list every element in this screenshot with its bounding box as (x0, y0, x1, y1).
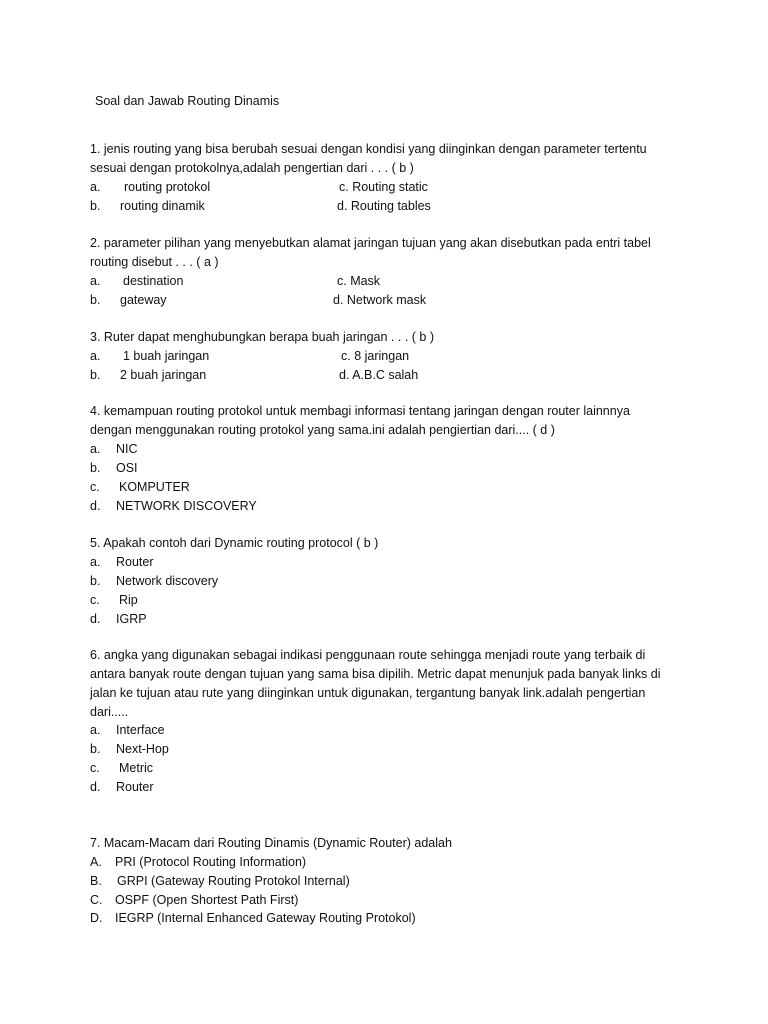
option-marker: d. (90, 499, 101, 513)
option-marker: a. (90, 555, 101, 569)
question-6-line-4: dari..... (90, 705, 129, 719)
option-text: KOMPUTER (119, 480, 190, 494)
option-text: GRPI (Gateway Routing Protokol Internal) (117, 874, 350, 888)
option-marker: B. (90, 874, 102, 888)
option-text: Interface (116, 723, 165, 737)
option-text: OSI (116, 461, 138, 475)
option-text: 2 buah jaringan (120, 368, 207, 382)
option-marker: b. (90, 742, 101, 756)
option-marker: b. (90, 293, 101, 307)
question-6-line-3: jalan ke tujuan atau rute yang diinginkan untuk digunakan, tergantung banyak link.adalah pengertian (90, 686, 646, 700)
option-text: routing dinamik (120, 199, 205, 213)
question-4-line-2: dengan menggunakan routing protokol yang sama.ini adalah pengiertian dari.... ( d ) (90, 423, 555, 437)
option-marker: c. (90, 761, 100, 775)
option-marker: D. (90, 911, 103, 925)
option-marker: a. (90, 349, 101, 363)
question-3-line: 3. Ruter dapat menghubungkan berapa buah jaringan . . . ( b ) (90, 330, 434, 344)
document-title: Soal dan Jawab Routing Dinamis (95, 94, 280, 108)
option-text: destination (123, 274, 184, 288)
option-text: Network discovery (116, 574, 219, 588)
question-3-option-d: d. A.B.C salah (339, 368, 419, 382)
option-marker: b. (90, 461, 101, 475)
question-4-line-1: 4. kemampuan routing protokol untuk membagi informasi tentang jaringan dengan router lainnnya (90, 404, 630, 418)
option-text: IGRP (116, 612, 147, 626)
question-2-line-2: routing disebut . . . ( a ) (90, 255, 219, 269)
option-marker: a. (90, 274, 101, 288)
question-1-option-d: d. Routing tables (337, 199, 431, 213)
option-text: PRI (Protocol Routing Information) (115, 855, 307, 869)
option-marker: a. (90, 180, 101, 194)
question-3-option-c: c. 8 jaringan (341, 349, 410, 363)
question-5-line: 5. Apakah contoh dari Dynamic routing protocol ( b ) (90, 536, 379, 550)
question-2-option-d: d. Network mask (333, 293, 427, 307)
option-text: Router (116, 555, 154, 569)
option-text: routing protokol (124, 180, 211, 194)
question-2-option-c: c. Mask (337, 274, 381, 288)
option-marker: a. (90, 723, 101, 737)
question-1-line-1: 1. jenis routing yang bisa berubah sesuai dengan kondisi yang diinginkan dengan parameter tertentu (90, 142, 647, 156)
option-text: Metric (119, 761, 154, 775)
option-text: 1 buah jaringan (123, 349, 210, 363)
question-2-line-1: 2. parameter pilihan yang menyebutkan alamat jaringan tujuan yang akan disebutkan pada entri tabel (90, 236, 651, 250)
option-marker: d. (90, 612, 101, 626)
question-6-line-1: 6. angka yang digunakan sebagai indikasi penggunaan route sehingga menjadi route yang terbaik di (90, 648, 646, 662)
option-marker: C. (90, 893, 103, 907)
option-text: IEGRP (Internal Enhanced Gateway Routing Protokol) (115, 911, 416, 925)
option-marker: A. (90, 855, 102, 869)
question-1-line-2: sesuai dengan protokolnya,adalah pengertian dari . . . ( b ) (90, 161, 414, 175)
option-marker: c. (90, 480, 100, 494)
option-text: NETWORK DISCOVERY (116, 499, 257, 513)
option-text: gateway (120, 293, 167, 307)
option-marker: d. (90, 780, 101, 794)
option-text: Rip (119, 593, 138, 607)
option-marker: a. (90, 442, 101, 456)
option-marker: c. (90, 593, 100, 607)
question-1-option-c: c. Routing static (339, 180, 428, 194)
option-marker: b. (90, 199, 101, 213)
option-text: Next-Hop (116, 742, 169, 756)
option-text: Router (116, 780, 154, 794)
option-marker: b. (90, 368, 101, 382)
option-marker: b. (90, 574, 101, 588)
question-7-line: 7. Macam-Macam dari Routing Dinamis (Dynamic Router) adalah (90, 836, 452, 850)
option-text: OSPF (Open Shortest Path First) (115, 893, 299, 907)
option-text: NIC (116, 442, 138, 456)
question-6-line-2: antara banyak route dengan tujuan yang sama bisa dipilih. Metric dapat menunjuk pada banyak links di (90, 667, 661, 681)
